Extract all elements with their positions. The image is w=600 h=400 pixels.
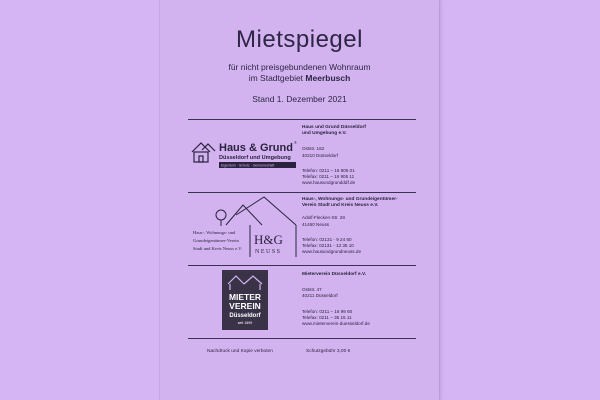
- mv-logo-line4: seit 1899: [237, 321, 253, 325]
- neuss-logo-mark: H&G: [254, 232, 283, 247]
- org-name-line1: Haus-, Wohnungs- und Grundeigentümer-: [302, 197, 398, 202]
- org-name-line1: Mieterverein Düsseldorf e.V.: [302, 272, 367, 277]
- document-subtitle-line1: für nicht preisgebundenen Wohnraum: [228, 62, 371, 72]
- org-block-hug-neuss: [160, 193, 439, 265]
- org-name-line2: und Umgebung e.V.: [302, 131, 347, 137]
- mv-logo-line3: Düsseldorf: [229, 313, 261, 319]
- org-phone: Telefon: 02131 - 9 24 60: [302, 236, 352, 242]
- org-fax: Telefax: 0211 – 35 15 11: [302, 314, 352, 320]
- document-page: [160, 0, 439, 400]
- mv-logo-line2: VEREIN: [229, 301, 261, 311]
- subtitle-prefix: im Stadtgebiet: [248, 73, 306, 83]
- org-fax: Telefax: 02131 - 13 35 10: [302, 243, 354, 249]
- mv-logo-line1: MIETER: [228, 292, 262, 302]
- org-street: Oststr. 47: [302, 287, 322, 293]
- hug-neuss-logo: [192, 195, 300, 261]
- org-fax: Telefax: 0211 – 16 905 11: [302, 174, 355, 180]
- footer-fee: Schutzgebühr 3,00 €: [306, 349, 351, 354]
- org-city: 40211 Düsseldorf: [302, 293, 338, 299]
- document-date: Stand 1. Dezember 2021: [252, 94, 347, 104]
- subtitle-city: Meerbusch: [305, 73, 351, 83]
- org-info-hug-neuss: [302, 197, 437, 255]
- hug-logo-tagline: Eigentum · Schutz · Gemeinschaft: [221, 163, 275, 168]
- org-street: Oststr. 162: [302, 146, 325, 152]
- neuss-logo-line1: Haus-, Wohnungs- und: [193, 230, 236, 235]
- mieterverein-logo: [222, 270, 268, 330]
- org-info-mieterverein: [302, 272, 437, 327]
- hug-logo-registered: ®: [294, 140, 297, 145]
- haus-und-grund-logo: [190, 138, 300, 178]
- hug-logo-sub: Düsseldorf und Umgebung: [219, 155, 291, 161]
- org-phone: Telefon: 0211 – 16 99 60: [302, 308, 353, 314]
- org-name-line2: Verein Stadt und Kreis Neuss e.V.: [302, 203, 379, 209]
- house-icon: [192, 143, 215, 162]
- org-phone: Telefon: 0211 – 16 905 01: [302, 167, 355, 173]
- org-street: Adolf-Flecken-Str. 28: [302, 215, 345, 221]
- org-block-haus-und-grund: [160, 120, 439, 192]
- org-web: www.hausundgrundneuss.de: [302, 249, 361, 255]
- org-block-mieterverein: [160, 266, 439, 336]
- divider: [188, 338, 416, 339]
- neuss-logo-line2: Grundeigentümer-Verein: [193, 238, 239, 243]
- footer-copy-notice: Nachdruck und Kopie verboten: [207, 349, 273, 354]
- neuss-logo-line3: Stadt und Kreis Neuss e.V.: [193, 246, 243, 251]
- org-city: 40210 Düsseldorf: [302, 152, 339, 158]
- document-subtitle-line2: [160, 73, 439, 83]
- org-web: www.hausundgrundddf.de: [302, 180, 356, 186]
- hug-logo-name: Haus & Grund: [219, 142, 293, 154]
- org-city: 41460 Neuss: [302, 221, 330, 227]
- org-web: www.mieterverein-duesseldorf.de: [302, 321, 370, 327]
- org-name-line1: Haus und Grund Düsseldorf: [302, 125, 366, 130]
- org-info-haus-und-grund: [302, 125, 437, 186]
- document-title: Mietspiegel: [236, 26, 363, 53]
- neuss-logo-mark-sub: NEUSS: [255, 249, 282, 255]
